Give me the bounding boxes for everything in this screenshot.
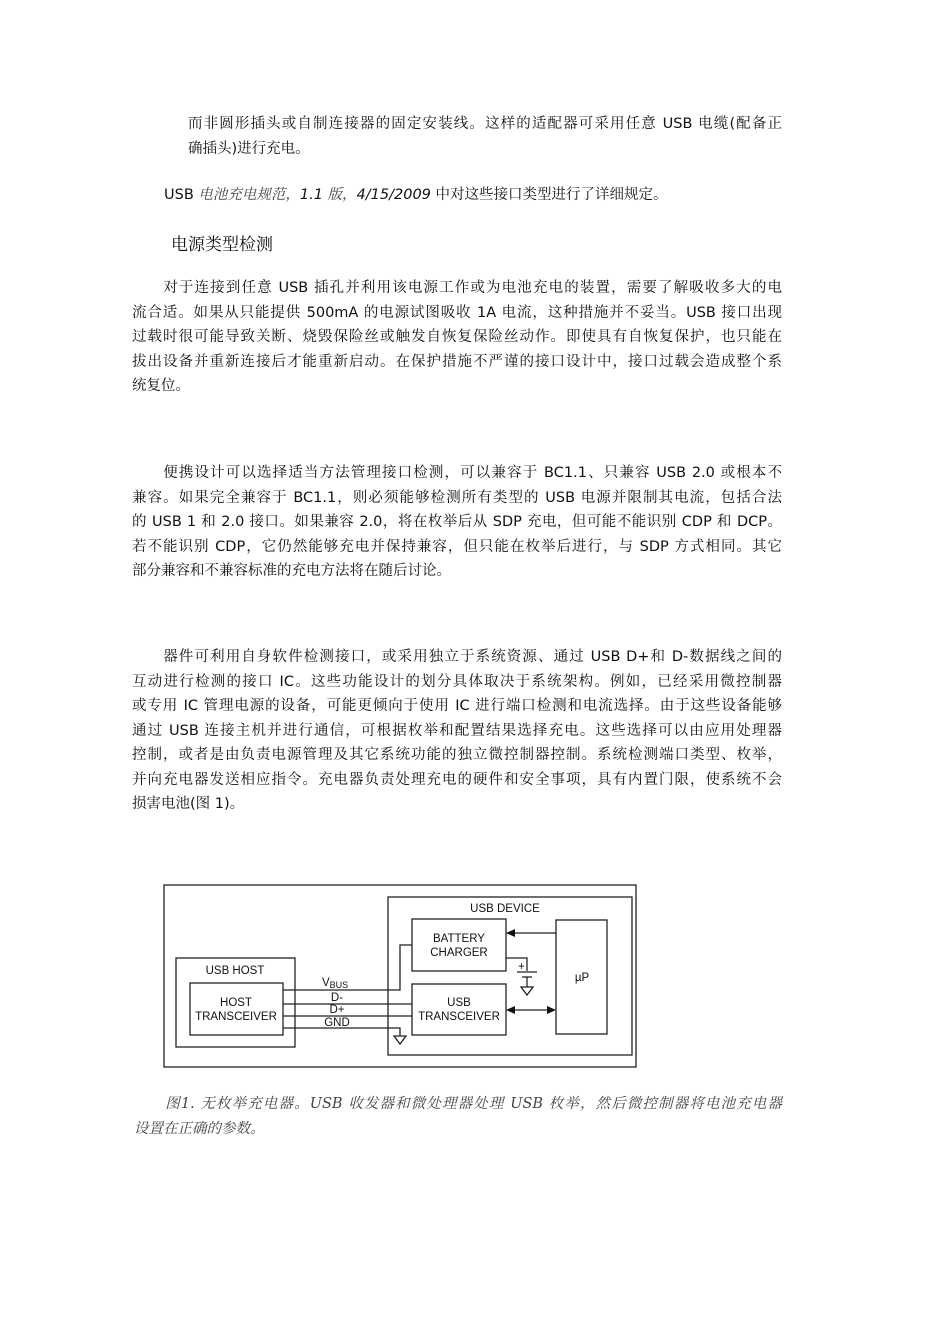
intro-paragraph — [188, 112, 782, 161]
text-line: 控制，或者是由负责电源管理及其它系统功能的独立微控制器控制。系统检测端口类型、枚举， — [132, 747, 782, 763]
text-line: 便携设计可以选择适当方法管理接口检测，可以兼容于 BC1.1、只兼容 USB 2.0 或根本不 — [132, 465, 782, 481]
text-line: 过载时很可能导致关断、烧毁保险丝或触发自恢复保险丝动作。即使具有自恢复保护，也只能在 — [132, 329, 782, 345]
text-line: 通过 USB 连接主机并进行通信，可根据枚举和配置结果选择充电。这些选择可以由应用处理器 — [132, 722, 782, 739]
spec-version: 1.1 — [299, 187, 328, 203]
usb-transceiver-label: TRANSCEIVER — [418, 1011, 500, 1023]
d-plus-label: D+ — [329, 1004, 345, 1016]
battery-plus-label: + — [518, 961, 525, 973]
arrow-right-icon — [547, 1006, 556, 1014]
text-line: 部分兼容和不兼容标准的充电方法将在随后讨论。 — [132, 563, 451, 579]
gnd-label: GND — [324, 1017, 350, 1029]
host-transceiver-box — [190, 983, 283, 1035]
section-heading: 电源类型检测 — [171, 235, 273, 255]
caption-line: 图1. 无枚举充电器。USB 收发器和微处理器处理 USB 枚举，然后微控制器将电池充电器 — [134, 1096, 782, 1112]
spec-title: 电池充电规范， — [198, 187, 300, 203]
paragraph-1 — [132, 276, 782, 399]
vbus-label: VBUS — [322, 977, 349, 990]
text-line: 兼容。如果完全兼容于 BC1.1，则必须能够检测所有类型的 USB 电源并限制其电流，包括合法 — [132, 489, 782, 506]
text-line: 统复位。 — [132, 378, 190, 394]
d-minus-label: D- — [330, 992, 344, 1004]
paragraph-2 — [132, 461, 782, 584]
spec-date: 4/15/2009 — [356, 187, 431, 203]
text-line: 确插头)进行充电。 — [188, 140, 310, 157]
spec-prefix: USB — [164, 187, 199, 203]
usb-transceiver-label: USB — [447, 997, 471, 1009]
battery-charger-label: CHARGER — [430, 947, 488, 959]
usb-transceiver-box — [412, 984, 506, 1035]
gnd-line — [283, 1028, 400, 1036]
text-line: 互动进行检测的接口 IC。这些功能设计的划分具体取决于系统架构。例如，已经采用微控制器 — [132, 673, 782, 690]
usb-device-box — [388, 897, 632, 1055]
spec-reference — [164, 183, 668, 208]
paragraph-3 — [132, 645, 782, 817]
host-transceiver-label: HOST — [220, 997, 252, 1009]
figure-caption — [134, 1092, 782, 1141]
host-transceiver-label: TRANSCEIVER — [195, 1011, 277, 1023]
usb-device-label: USB DEVICE — [470, 903, 540, 915]
battery-charger-label: BATTERY — [433, 933, 485, 945]
battery-charger-box — [412, 919, 506, 971]
text-line: 并向充电器发送相应指令。充电器负责处理充电的硬件和安全事项，具有内置门限，使系统不会 — [132, 771, 782, 788]
arrow-left-icon — [506, 1006, 515, 1014]
figure-1-diagram — [163, 884, 637, 1068]
ground-icon — [521, 987, 533, 995]
ground-icon — [394, 1036, 406, 1044]
text-line: 若不能识别 CDP，它仍然能够充电并保持兼容，但只能在枚举后进行，与 SDP 方式相同。其它 — [132, 538, 782, 555]
arrow-left-icon — [506, 929, 515, 937]
text-line: 器件可利用自身软件检测接口，或采用独立于系统资源、通过 USB D+和 D-数据线之间的 — [132, 649, 782, 665]
text-line: 的 USB 1 和 2.0 接口。如果兼容 2.0，将在枚举后从 SDP 充电，但可能不能识别 CDP 和 DCP。 — [132, 514, 782, 530]
caption-line: 设置在正确的参数。 — [134, 1120, 265, 1137]
text-line: 或专用 IC 管理电源的设备，可能更倾向于使用 IC 进行端口检测和电流选择。由于这些设备能够 — [132, 698, 782, 714]
spec-suffix: 中对这些接口类型进行了详细规定。 — [430, 187, 668, 203]
spec-version-word: 版， — [327, 187, 357, 203]
text-line: 损害电池(图 1)。 — [132, 796, 245, 812]
text-line: 而非圆形插头或自制连接器的固定安装线。这样的适配器可采用任意 USB 电缆(配备正 — [188, 116, 782, 132]
text-line: 拔出设备并重新连接后才能重新启动。在保护措施不严谨的接口设计中，接口过载会造成整个系 — [132, 353, 782, 370]
text-line: 对于连接到任意 USB 插孔并利用该电源工作或为电池充电的装置，需要了解吸收多大的电 — [132, 280, 782, 296]
text-line: 流合适。如果从只能提供 500mA 的电源试图吸收 1A 电流，这种措施并不妥当。USB 接口出现 — [132, 304, 782, 321]
microprocessor-label: µP — [574, 972, 590, 984]
usb-host-label: USB HOST — [205, 965, 265, 977]
